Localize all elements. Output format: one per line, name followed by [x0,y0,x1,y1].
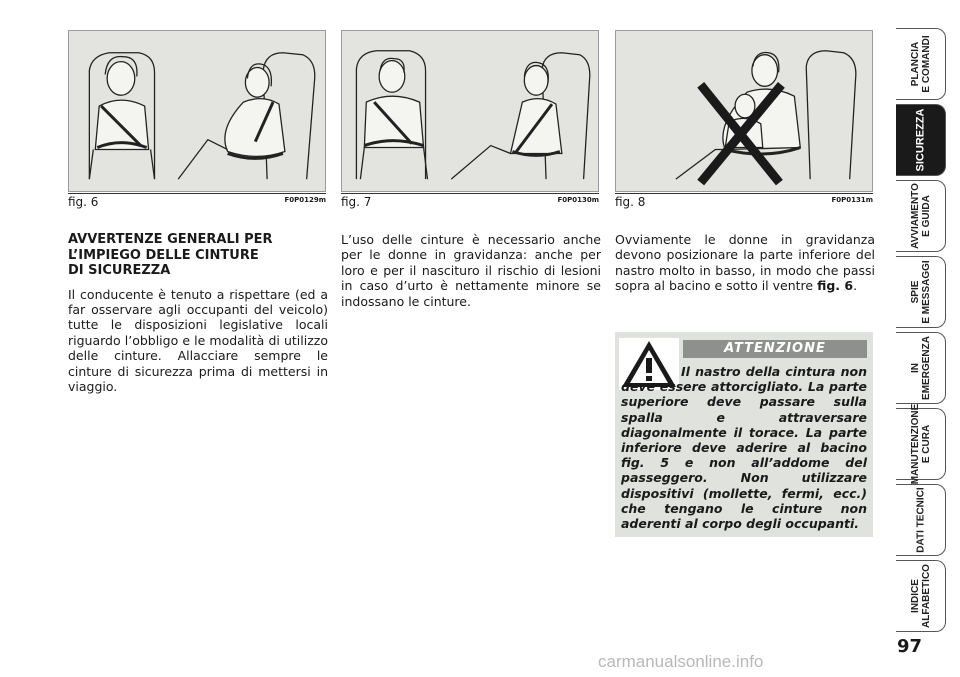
heading-line-3: DI SICUREZZA [68,263,171,278]
pregnancy-paragraph: L’uso delle cinture è necessario anche per le donne in gravidanza: anche per loro e per il nascituro il rischio di lesioni in caso d’urto è nettamente minore se indossano le cinture. [341,232,601,309]
tab-indice-alfabetico[interactable] [896,560,946,632]
belt-position-section [615,232,875,294]
figure-6-code: F0P0129m [284,196,326,204]
warning-title: ATTENZIONE [683,340,867,358]
watermark: carmanualsonline.info [598,652,764,671]
tab-plancia-e-comandi[interactable] [896,28,946,100]
figure-6-illustration [68,30,326,192]
figure-8-caption [615,193,873,210]
tab-label: PLANCIA E COMANDI [909,35,932,93]
tab-label: SPIE E MESSAGGI [909,260,932,324]
tab-label: SICUREZZA [914,108,926,172]
figure-8-drawing [616,31,872,191]
figure-reference: fig. 6 [817,278,854,294]
belt-position-text: Ovviamente le donne in gravidanza devono posizionare la parte inferiore del nastro molto in basso, in modo che passi sopra al bacino e sotto il ventre [615,232,875,294]
tab-manutenzione-e-cura[interactable] [896,403,946,485]
figure-6-caption [68,193,326,210]
sentence-end: . [853,278,858,294]
warning-text: Il nastro della cintura non deve essere attorcigliato. La parte superiore deve passare sulla spalla e attraversare diagonalmente il torace. La parte inferiore deve aderire al bacino fig. 5 e non all’addome del passeggero. Non utilizzare dispositivi (mollette, fermi, ecc.) che tengano le cinture non aderenti al corpo degli occupanti. [621,364,867,532]
figure-6-label: fig. 6 [68,195,99,209]
tab-label: IN EMERGENZA [909,336,932,400]
figure-6-drawing [69,31,325,191]
general-warnings-section [68,232,328,394]
warning-box [615,332,873,537]
general-warnings-paragraph: Il conducente è tenuto a rispettare (ed a far osservare agli occupanti del veicolo) tutte le disposizioni legislative locali riguardo l’obbligo e le modalità di utilizzo delle cinture. Allacciare sempre le cinture di sicurezza prima di mettersi in viaggio. [68,286,328,394]
figure-7-code: F0P0130m [557,196,599,204]
figure-7-caption [341,193,599,210]
figure-8-label: fig. 8 [615,195,646,209]
section-heading [68,232,328,279]
heading-line-1: AVVERTENZE GENERALI PER [68,232,273,247]
figure-8-code: F0P0131m [831,196,873,204]
belt-position-paragraph [615,232,875,294]
tab-label: DATI TECNICI [915,487,926,553]
figure-7-label: fig. 7 [341,195,372,209]
tab-label: AVVIAMENTO E GUIDA [909,183,932,249]
tab-sicurezza[interactable] [896,104,946,176]
tab-avviamento-e-guida[interactable] [896,180,946,252]
figure-8-illustration [615,30,873,192]
heading-line-2: L’IMPIEGO DELLE CINTURE [68,247,259,263]
tab-label: INDICE ALFABETICO [909,564,932,628]
pregnancy-section [341,232,601,309]
tab-spie-e-messaggi[interactable] [896,256,946,328]
page-number: 97 [897,636,923,657]
tab-label: MANUTENZIONE E CURA [909,403,932,485]
figure-7-illustration [341,30,599,192]
figure-7-drawing [342,31,598,191]
tab-in-emergenza[interactable] [896,332,946,404]
tab-dati-tecnici[interactable] [896,484,946,556]
